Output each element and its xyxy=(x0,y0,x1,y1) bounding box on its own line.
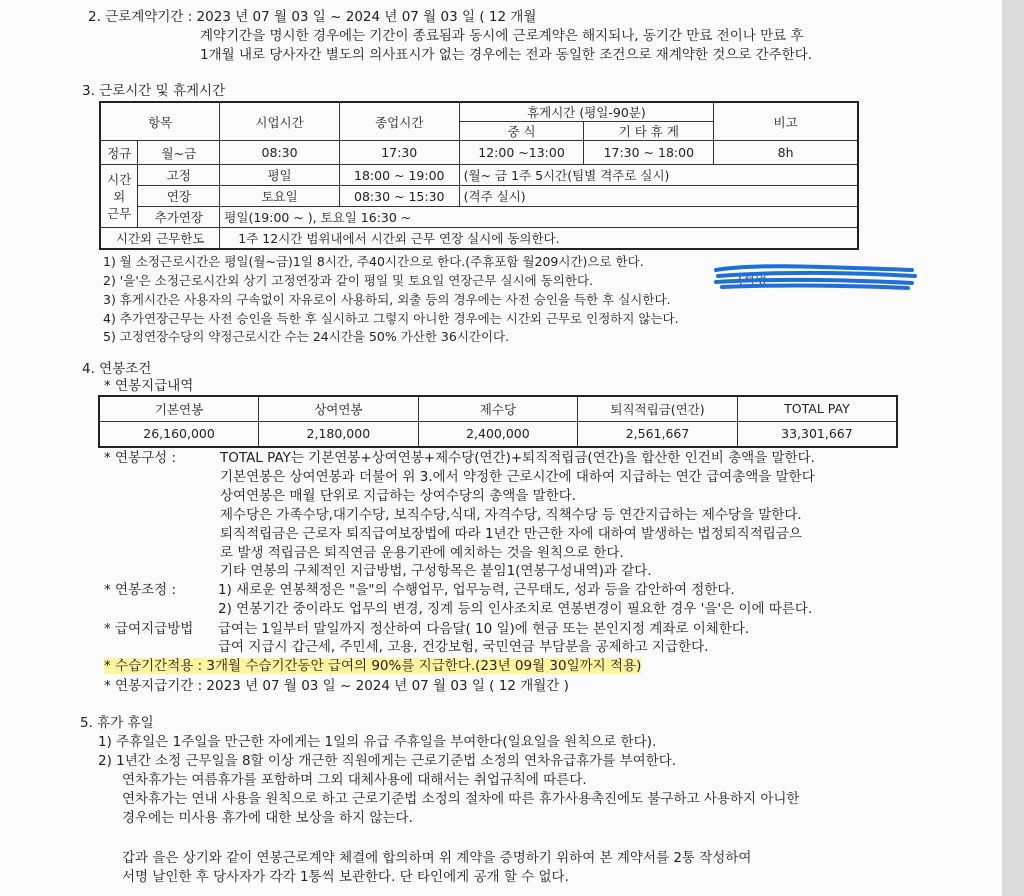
regular-start: 08:30 xyxy=(220,141,340,165)
header-end-time: 종업시간 xyxy=(339,102,459,141)
composition-line: TOTAL PAY는 기본연봉+상여연봉+제수당(연간)+퇴직적립금(연간)을 합산한 인건비 총액을 말한다. xyxy=(220,450,815,466)
salary-period: * 연봉지급기간 : 2023 년 07 월 03 일 ~ 2024 년 07 월 03 일 ( 12 개월간 ) xyxy=(104,678,569,694)
composition-line: 제수당은 가족수당,대기수당, 보직수당,식대, 자격수당, 직책수당 등 연간지급하는 제수당을 말한다. xyxy=(220,507,802,523)
composition-line: 퇴직적립금은 근로자 퇴직급여보장법에 따라 1년간 만근한 자에 대하여 발생하는 법정퇴직적립금으 xyxy=(220,526,802,542)
regular-lunch: 12:00 ~13:00 xyxy=(459,141,584,165)
section-3-heading: 3. 근로시간 및 휴게시간 xyxy=(82,83,226,99)
regular-other: 17:30 ~ 18:00 xyxy=(584,141,714,165)
hours-note: 5) 고정연장수당의 약정근로시간 수는 24시간을 50% 가산한 36시간이다. xyxy=(103,329,510,344)
contract-period-line: 2. 근로계약기간 : 2023 년 07 월 03 일 ~ 2024 년 07 월 03 일 ( 12 개월 xyxy=(88,9,537,25)
regular-note: 8h xyxy=(714,141,858,165)
extension-label: 연장 xyxy=(138,186,220,207)
leave-line: 연차휴가는 연내 사용을 원칙으로 하고 근로기준법 소정의 절차에 따른 휴가사용촉진에도 불구하고 사용하지 아니한 xyxy=(122,791,800,807)
composition-line: 기타 연봉의 구체적인 지급방법, 구성항목은 붙임1(연봉구성내역)과 같다. xyxy=(220,563,652,579)
adjustment-line: 2) 연봉기간 중이라도 업무의 변경, 징계 등의 인사조치로 연봉변경이 필요한 경우 '을'은 이에 따른다. xyxy=(218,601,813,617)
salary-value-severance: 2,561,667 xyxy=(578,421,738,447)
extension-time: 08:30 ~ 15:30 xyxy=(339,186,459,207)
fixed-time: 18:00 ~ 19:00 xyxy=(339,165,459,186)
composition-line: 상여연봉은 매월 단위로 지급하는 상여수당의 총액을 말한다. xyxy=(220,488,577,504)
payment-method-line: 급여 지급시 갑근세, 주민세, 고용, 건강보험, 국민연금 부담분을 공제하고 지급한다. xyxy=(218,639,709,655)
leave-line: 1) 주휴일은 1주일을 만근한 자에게는 1일의 유급 주휴일을 부여한다(일요일을 원칙으로 한다). xyxy=(98,734,657,750)
leave-line: 경우에는 미사용 휴가에 대한 보상을 하지 않는다. xyxy=(122,810,413,826)
regular-days: 월~금 xyxy=(138,141,220,165)
blue-redaction-scribble xyxy=(712,262,918,292)
header-lunch: 중 식 xyxy=(459,122,584,141)
hours-note: 2) '을'은 소정근로시간외 상기 고정연장과 같이 평일 및 토요일 연장근무 실시에 동의한다. xyxy=(103,273,594,288)
fixed-day: 평일 xyxy=(220,165,340,186)
contract-period-desc-1: 계약기간을 명시한 경우에는 기간이 종료됨과 동시에 근로계약은 해지되나, 동기간 만료 전이나 만료 후 xyxy=(200,28,804,44)
composition-line: 기본연봉은 상여연봉과 더불어 위 3.에서 약정한 근로시간에 대하여 지급하는 연간 급여총액을 말한다 xyxy=(220,469,815,485)
section-4-heading: 4. 연봉조건 xyxy=(82,361,152,377)
limit-label: 시간외 근무한도 xyxy=(100,228,220,249)
leave-line: 연차휴가는 여름휴가를 포함하며 그외 대체사용에 대해서는 취업규칙에 따른다. xyxy=(122,772,587,788)
hours-note: 4) 추가연장근무는 사전 승인을 득한 후 실시하고 그렇지 아니한 경우에는 시간외 근무로 인정하지 않는다. xyxy=(103,311,679,326)
overtime-label-line: 외 xyxy=(113,188,126,204)
regular-end: 17:30 xyxy=(339,141,459,165)
contract-period-desc-2: 1개월 내로 당사자간 별도의 의사표시가 없는 경우에는 전과 동일한 조건으로 재계약한 것으로 간주한다. xyxy=(200,47,813,63)
overtime-label-line: 시간 xyxy=(107,171,132,187)
regular-label: 정규 xyxy=(100,141,138,165)
salary-value-allowance: 2,400,000 xyxy=(418,421,578,447)
hours-note: 1) 월 소정근로시간은 평일(월~금)1일 8시간, 주40시간으로 한다.(주휴포함 월209시간)으로 한다. xyxy=(103,254,644,269)
header-start-time: 시업시간 xyxy=(220,102,340,141)
fixed-label: 고정 xyxy=(138,165,220,186)
extension-day: 토요일 xyxy=(220,186,340,207)
salary-breakdown-title: * 연봉지급내역 xyxy=(104,378,194,394)
section-5-heading: 5. 휴가 휴일 xyxy=(80,715,154,731)
header-break-time: 휴게시간 (평일-90분) xyxy=(459,102,714,122)
header-note: 비고 xyxy=(714,102,858,141)
header-other-break: 기 타 휴 게 xyxy=(584,122,714,141)
overtime-label xyxy=(100,165,138,228)
signature-text: (서명 xyxy=(738,271,768,286)
salary-table xyxy=(98,395,898,448)
additional-label: 추가연장 xyxy=(138,207,220,228)
salary-header-base: 기본연봉 xyxy=(99,396,259,421)
closing-line: 서명 날인한 후 당사자가 각각 1통씩 보관한다. 단 타인에게 공개 할 수 없다. xyxy=(122,869,569,885)
salary-value-base: 26,160,000 xyxy=(99,421,259,447)
composition-line: 로 발생 적립금은 퇴직연금 운용기관에 예치하는 것을 원칙으로 한다. xyxy=(220,545,624,561)
salary-value-total: 33,301,667 xyxy=(737,421,897,447)
closing-line: 갑과 을은 상기와 같이 연봉근로계약 체결에 합의하며 위 계약을 증명하기 위하여 본 계약서를 2통 작성하여 xyxy=(122,850,752,866)
leave-line: 2) 1년간 소정 근무일을 8할 이상 개근한 직원에게는 근로기준법 소정의 연차유급휴가를 부여한다. xyxy=(98,753,677,769)
overtime-label-line: 근무 xyxy=(107,205,132,221)
extension-desc: (격주 실시) xyxy=(459,186,858,207)
composition-label: * 연봉구성 : xyxy=(104,450,177,466)
limit-desc: 1주 12시간 범위내에서 시간외 근무 연장 실시에 동의한다. xyxy=(220,228,858,249)
salary-header-severance: 퇴직적립금(연간) xyxy=(578,396,738,421)
adjustment-label: * 연봉조정 : xyxy=(104,582,177,598)
payment-method-line: 급여는 1일부터 말일까지 정산하여 다음달( 10 일)에 현금 또는 본인지정 계좌로 이체한다. xyxy=(218,621,750,637)
payment-method-label: * 급여지급방법 xyxy=(104,621,194,637)
salary-value-bonus: 2,180,000 xyxy=(259,421,419,447)
work-hours-table xyxy=(99,101,859,250)
salary-header-total: TOTAL PAY xyxy=(737,396,897,421)
fixed-desc: (월~ 금 1주 5시간(팀별 격주로 실시) xyxy=(459,165,858,186)
salary-header-allowance: 제수당 xyxy=(418,396,578,421)
page-edge-shadow xyxy=(1002,0,1024,896)
adjustment-line: 1) 새로운 연봉책정은 "을"의 수행업무, 업무능력, 근무태도, 성과 등을 감안하여 정한다. xyxy=(218,582,735,598)
probation-highlight: * 수습기간적용 : 3개월 수습기간동안 급여의 90%를 지급한다.(23년 09월 30일까지 적용) xyxy=(104,658,642,674)
salary-header-bonus: 상여연봉 xyxy=(259,396,419,421)
additional-desc: 평일(19:00 ~ ), 토요일 16:30 ~ xyxy=(220,207,858,228)
hours-note: 3) 휴게시간은 사용자의 구속없이 자유로이 사용하되, 외출 등의 경우에는 사전 승인을 득한 후 실시한다. xyxy=(103,292,671,307)
header-item: 항목 xyxy=(100,102,220,141)
